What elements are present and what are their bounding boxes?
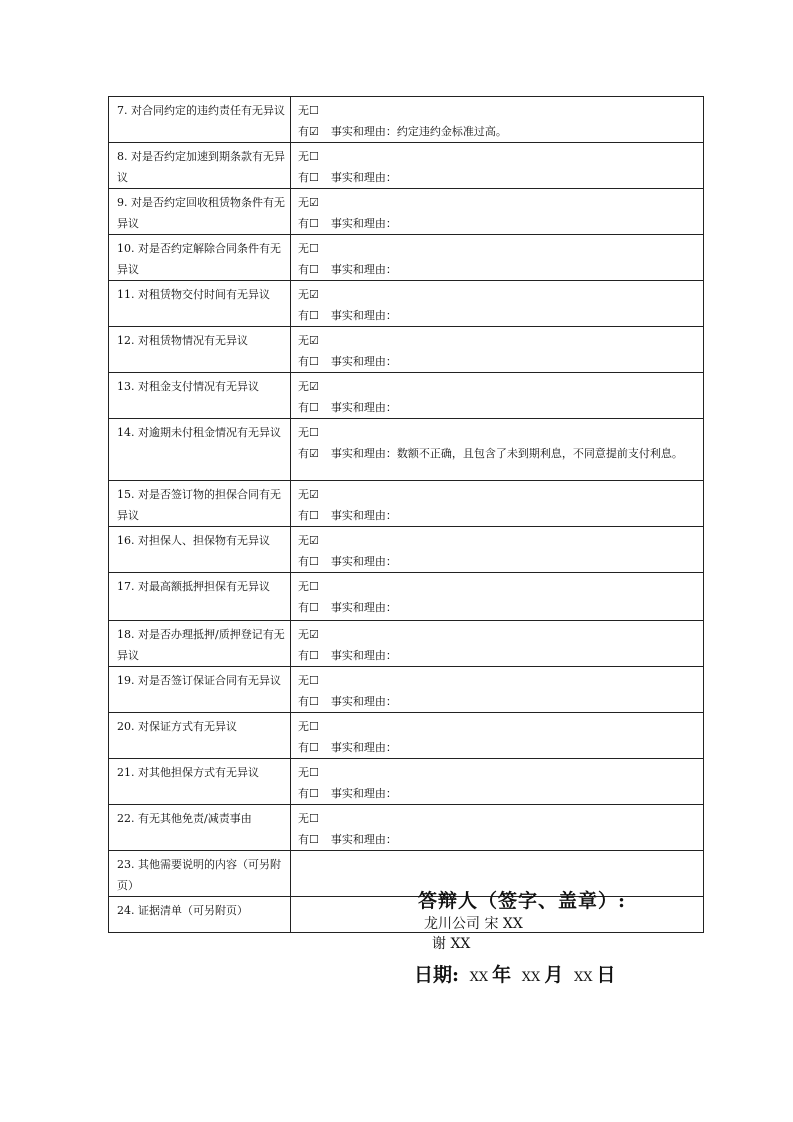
question-cell: 8. 对是否约定加速到期条款有无异议 (109, 143, 291, 189)
option-has-line (298, 305, 699, 326)
option-none-line (298, 284, 699, 305)
option-none-checkbox[interactable]: ☑ (309, 534, 319, 547)
answer-cell (291, 759, 704, 805)
option-none-label: 无 (298, 534, 309, 547)
fact-reason-label: 事实和理由： (330, 125, 397, 138)
signature-block (418, 888, 626, 954)
option-none-label: 无 (298, 766, 309, 779)
option-has-line (298, 505, 699, 526)
fact-reason-label: 事实和理由： (330, 217, 397, 230)
option-has-label: 有 (298, 125, 309, 138)
option-has-checkbox[interactable]: ☐ (309, 401, 319, 414)
option-has-label: 有 (298, 217, 309, 230)
answer-cell (291, 527, 704, 573)
option-has-label: 有 (298, 833, 309, 846)
option-none-checkbox[interactable]: ☐ (309, 812, 319, 825)
option-has-line (298, 259, 699, 280)
option-none-line (298, 330, 699, 351)
option-none-line (298, 624, 699, 645)
option-none-label: 无 (298, 426, 309, 439)
fact-reason-label: 事实和理由： (330, 355, 397, 368)
option-has-checkbox[interactable]: ☑ (309, 447, 319, 460)
table-row (109, 713, 704, 759)
option-has-line (298, 397, 699, 418)
option-none-line (298, 376, 699, 397)
option-has-line (298, 645, 699, 666)
fact-reason-label: 事实和理由： (330, 509, 397, 522)
option-has-label: 有 (298, 601, 309, 614)
option-none-label: 无 (298, 104, 309, 117)
option-none-checkbox[interactable]: ☑ (309, 380, 319, 393)
option-none-checkbox[interactable]: ☐ (309, 580, 319, 593)
option-none-label: 无 (298, 242, 309, 255)
option-none-label: 无 (298, 628, 309, 641)
answer-cell (291, 189, 704, 235)
question-cell: 10. 对是否约定解除合同条件有无异议 (109, 235, 291, 281)
option-none-label: 无 (298, 720, 309, 733)
option-has-line (298, 121, 699, 142)
signature-person-line: 谢 XX (432, 936, 471, 952)
option-has-checkbox[interactable]: ☐ (309, 649, 319, 662)
option-has-checkbox[interactable]: ☐ (309, 787, 319, 800)
question-cell: 14. 对逾期未付租金情况有无异议 (109, 419, 291, 481)
option-has-label: 有 (298, 509, 309, 522)
fact-reason-label: 事实和理由： (330, 649, 397, 662)
option-has-line (298, 737, 699, 758)
option-none-label: 无 (298, 812, 309, 825)
option-none-line (298, 716, 699, 737)
question-cell: 23. 其他需要说明的内容（可另附页） (109, 851, 291, 897)
option-has-line (298, 691, 699, 712)
question-cell: 21. 对其他担保方式有无异议 (109, 759, 291, 805)
option-none-checkbox[interactable]: ☐ (309, 766, 319, 779)
option-none-line (298, 422, 699, 443)
fact-reason-label: 事实和理由： (330, 401, 397, 414)
fact-reason-label: 事实和理由： (330, 447, 397, 460)
fact-reason-text: 数额不正确，且包含了未到期利息，不同意提前支付利息。 (396, 447, 683, 460)
table-row (109, 805, 704, 851)
question-cell: 19. 对是否签订保证合同有无异议 (109, 667, 291, 713)
option-none-checkbox[interactable]: ☐ (309, 104, 319, 117)
option-has-checkbox[interactable]: ☐ (309, 833, 319, 846)
table-row (109, 143, 704, 189)
option-has-checkbox[interactable]: ☐ (309, 217, 319, 230)
option-none-line (298, 762, 699, 783)
defense-form-table (108, 96, 704, 933)
option-has-label: 有 (298, 309, 309, 322)
option-has-label: 有 (298, 447, 309, 460)
option-has-label: 有 (298, 355, 309, 368)
answer-cell (291, 97, 704, 143)
option-has-line (298, 351, 699, 372)
option-none-checkbox[interactable]: ☐ (309, 426, 319, 439)
question-cell: 15. 对是否签订物的担保合同有无异议 (109, 481, 291, 527)
option-none-line (298, 484, 699, 505)
option-none-line (298, 670, 699, 691)
question-cell: 16. 对担保人、担保物有无异议 (109, 527, 291, 573)
table-row (109, 621, 704, 667)
option-none-label: 无 (298, 196, 309, 209)
option-none-checkbox[interactable]: ☑ (309, 288, 319, 301)
question-cell: 20. 对保证方式有无异议 (109, 713, 291, 759)
option-none-line (298, 100, 699, 121)
date-day-value: XX (573, 970, 593, 985)
option-none-line (298, 238, 699, 259)
answer-cell (291, 481, 704, 527)
option-none-checkbox[interactable]: ☐ (309, 720, 319, 733)
fact-reason-label: 事实和理由： (330, 601, 397, 614)
option-none-label: 无 (298, 580, 309, 593)
fact-reason-label: 事实和理由： (330, 171, 397, 184)
signature-company-line: 龙川公司 宋 XX (424, 916, 523, 932)
option-has-line (298, 167, 699, 188)
option-has-label: 有 (298, 741, 309, 754)
option-none-label: 无 (298, 288, 309, 301)
date-month-label: 月 (544, 964, 564, 986)
table-row (109, 667, 704, 713)
answer-cell (291, 235, 704, 281)
option-has-label: 有 (298, 401, 309, 414)
answer-cell (291, 713, 704, 759)
option-has-line (298, 783, 699, 804)
option-none-checkbox[interactable]: ☑ (309, 196, 319, 209)
option-has-checkbox[interactable]: ☐ (309, 509, 319, 522)
date-year-value: XX (469, 970, 489, 985)
table-row (109, 419, 704, 481)
table-row (109, 189, 704, 235)
fact-reason-label: 事实和理由： (330, 787, 397, 800)
question-cell: 18. 对是否办理抵押/质押登记有无异议 (109, 621, 291, 667)
fact-reason-label: 事实和理由： (330, 309, 397, 322)
table-row (109, 373, 704, 419)
answer-cell (291, 373, 704, 419)
option-has-label: 有 (298, 649, 309, 662)
option-has-checkbox[interactable]: ☐ (309, 695, 319, 708)
signature-title: 答辩人（签字、盖章）: (418, 890, 627, 912)
option-has-checkbox[interactable]: ☐ (309, 263, 319, 276)
table-row (109, 527, 704, 573)
option-none-line (298, 576, 699, 597)
option-has-line (298, 213, 699, 234)
question-cell: 9. 对是否约定回收租赁物条件有无异议 (109, 189, 291, 235)
option-has-label: 有 (298, 555, 309, 568)
table-row (109, 481, 704, 527)
option-none-line (298, 808, 699, 829)
fact-reason-label: 事实和理由： (330, 695, 397, 708)
option-none-label: 无 (298, 674, 309, 687)
fact-reason-label: 事实和理由： (330, 741, 397, 754)
date-month-value: XX (521, 970, 541, 985)
option-none-line (298, 192, 699, 213)
answer-cell (291, 327, 704, 373)
option-none-label: 无 (298, 380, 309, 393)
question-cell: 7. 对合同约定的违约责任有无异议 (109, 97, 291, 143)
option-has-checkbox[interactable]: ☐ (309, 309, 319, 322)
answer-cell (291, 281, 704, 327)
option-has-line (298, 551, 699, 572)
option-none-checkbox[interactable]: ☐ (309, 674, 319, 687)
table-row (109, 573, 704, 621)
answer-cell (291, 621, 704, 667)
option-none-label: 无 (298, 334, 309, 347)
answer-cell (291, 667, 704, 713)
option-has-label: 有 (298, 171, 309, 184)
table-row (109, 97, 704, 143)
option-has-checkbox[interactable]: ☐ (309, 355, 319, 368)
question-cell: 11. 对租赁物交付时间有无异议 (109, 281, 291, 327)
option-none-checkbox[interactable]: ☑ (309, 488, 319, 501)
option-has-checkbox[interactable]: ☑ (309, 125, 319, 138)
question-cell: 17. 对最高额抵押担保有无异议 (109, 573, 291, 621)
table-body (109, 97, 704, 933)
fact-reason-text: 约定违约金标准过高。 (396, 125, 507, 138)
fact-reason-label: 事实和理由： (330, 263, 397, 276)
date-year-label: 年 (492, 964, 512, 986)
table-row (109, 327, 704, 373)
question-cell: 24. 证据清单（可另附页） (109, 897, 291, 933)
fact-reason-label: 事实和理由： (330, 555, 397, 568)
date-day-label: 日 (596, 964, 616, 986)
question-cell: 12. 对租赁物情况有无异议 (109, 327, 291, 373)
option-has-checkbox[interactable]: ☐ (309, 555, 319, 568)
option-has-line (298, 829, 699, 850)
option-none-line (298, 146, 699, 167)
question-cell: 13. 对租金支付情况有无异议 (109, 373, 291, 419)
option-has-checkbox[interactable]: ☐ (309, 171, 319, 184)
answer-cell (291, 805, 704, 851)
answer-cell (291, 419, 704, 481)
option-none-label: 无 (298, 488, 309, 501)
answer-cell (291, 143, 704, 189)
option-has-label: 有 (298, 695, 309, 708)
table-row (109, 281, 704, 327)
option-none-checkbox[interactable]: ☐ (309, 242, 319, 255)
option-has-checkbox[interactable]: ☐ (309, 741, 319, 754)
option-none-checkbox[interactable]: ☐ (309, 150, 319, 163)
option-has-line (298, 443, 699, 464)
question-cell: 22. 有无其他免责/减责事由 (109, 805, 291, 851)
option-has-checkbox[interactable]: ☐ (309, 601, 319, 614)
option-has-line (298, 597, 699, 618)
fact-reason-label: 事实和理由： (330, 833, 397, 846)
date-label: 日期: (414, 964, 460, 986)
date-line (414, 960, 615, 987)
option-none-line (298, 530, 699, 551)
option-none-checkbox[interactable]: ☑ (309, 628, 319, 641)
table-row (109, 759, 704, 805)
answer-cell (291, 573, 704, 621)
option-has-label: 有 (298, 787, 309, 800)
table-row (109, 235, 704, 281)
option-none-checkbox[interactable]: ☑ (309, 334, 319, 347)
option-none-label: 无 (298, 150, 309, 163)
option-has-label: 有 (298, 263, 309, 276)
